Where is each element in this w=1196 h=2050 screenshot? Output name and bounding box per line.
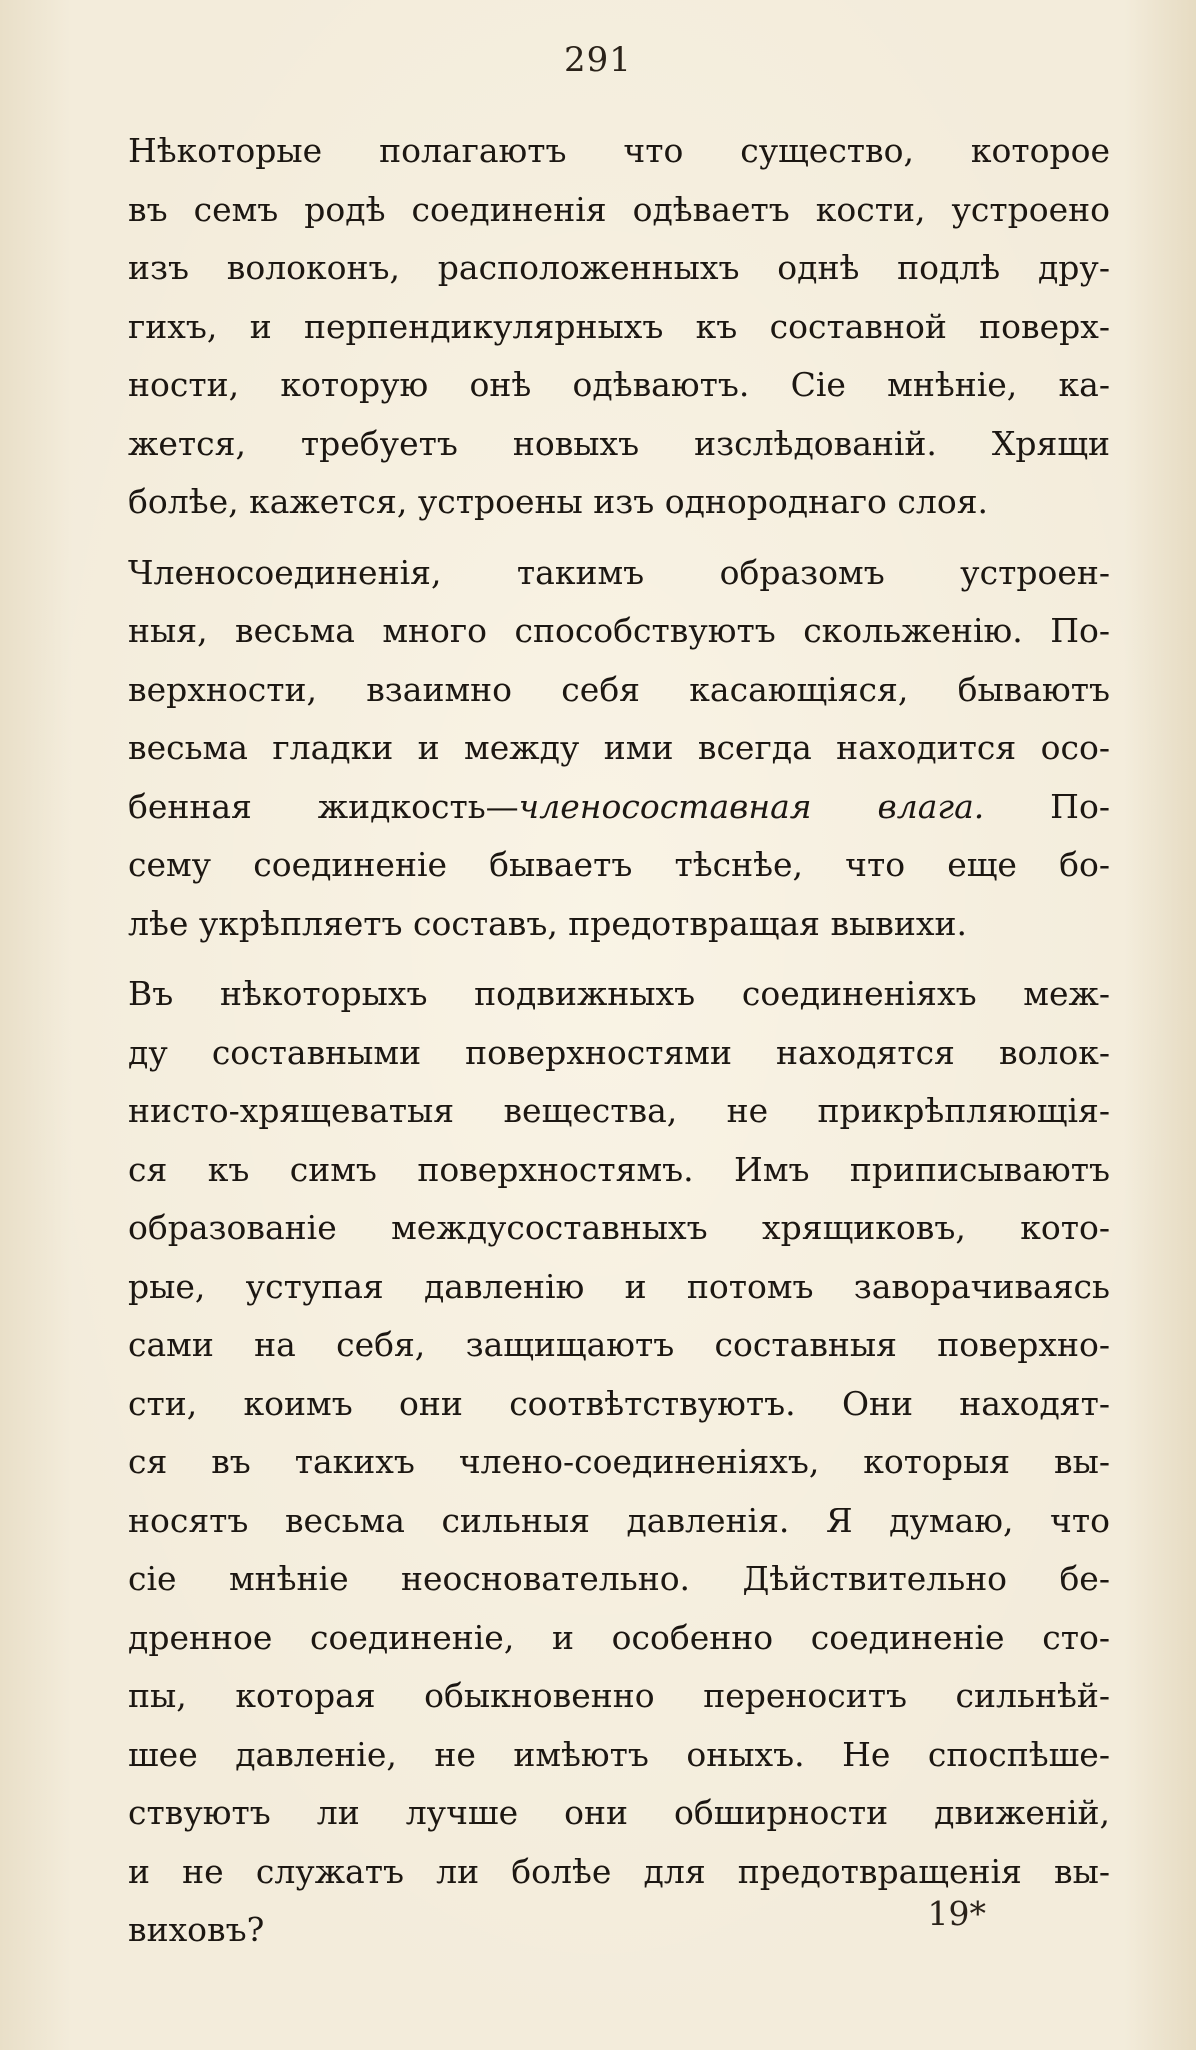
text-line: ся къ симъ поверхностямъ. Имъ приписываютъ	[128, 1149, 1110, 1189]
text-line: пы, которая обыкновенно переноситъ сильнѣй-	[128, 1676, 1110, 1715]
text-line: сему соединеніе бываетъ тѣснѣе, что еще бо-	[128, 845, 1110, 884]
text-line: ду составными поверхностями находятся волок-	[128, 1032, 1110, 1072]
text-line: носятъ весьма сильныя давленія. Я думаю, что	[128, 1500, 1110, 1540]
text-line: дренное соединеніе, и особенно соединеніе сто-	[128, 1617, 1110, 1657]
body-text	[128, 122, 1110, 1960]
text-line: Нѣкоторые полагаютъ что существо, которое	[128, 131, 1110, 170]
text-line: верхности, взаимно себя касающіяся, бываютъ	[128, 669, 1110, 709]
text-line: изъ волоконъ, расположенныхъ однѣ подлѣ дру-	[128, 248, 1110, 287]
text-line: гихъ, и перпендикулярныхъ къ составной поверх-	[128, 306, 1110, 346]
text-run: бенная жидкость—	[128, 786, 519, 826]
text-line: шее давленіе, не имѣютъ оныхъ. Не споспѣше-	[128, 1734, 1110, 1774]
paragraph-1	[128, 122, 1110, 532]
text-line: виховъ?	[128, 1910, 265, 1949]
italic-term: членосоставная влага.	[518, 786, 985, 826]
text-line: сами на себя, защищаютъ составныя поверхно-	[128, 1325, 1110, 1364]
text-line: и не служатъ ли болѣе для предотвращенія вы-	[128, 1851, 1110, 1891]
text-run: По-	[984, 786, 1110, 826]
text-line: ся въ такихъ члено-соединеніяхъ, которыя вы-	[128, 1442, 1110, 1481]
text-line: жется, требуетъ новыхъ изслѣдованій. Хрящи	[128, 423, 1110, 463]
text-line: болѣе, кажется, устроены изъ однороднаго слоя.	[128, 482, 989, 521]
text-line: сіе мнѣніе неосновательно. Дѣйствительно бе-	[128, 1559, 1110, 1598]
paragraph-2	[128, 544, 1110, 954]
text-line-mixed	[128, 778, 1110, 837]
paragraph-3	[128, 965, 1110, 1960]
text-line: нисто-хрящеватыя вещества, не прикрѣпляющія-	[128, 1091, 1110, 1130]
page-number: 291	[564, 40, 632, 80]
text-line: въ семъ родѣ соединенія одѣваетъ кости, устроено	[128, 189, 1110, 229]
text-line: образованіе междусоставныхъ хрящиковъ, кото-	[128, 1208, 1110, 1247]
text-line: Въ нѣкоторыхъ подвижныхъ соединеніяхъ меж-	[128, 974, 1110, 1013]
text-line: ныя, весьма много способствуютъ скольженію. По-	[128, 611, 1110, 650]
text-line: лѣе укрѣпляетъ составъ, предотвращая вывихи.	[128, 903, 967, 943]
text-line: Членосоединенія, такимъ образомъ устроен-	[128, 552, 1110, 592]
text-line: ности, которую онѣ одѣваютъ. Сіе мнѣніе, ка-	[128, 365, 1110, 404]
text-line: рые, уступая давленію и потомъ заворачиваясь	[128, 1266, 1110, 1306]
text-line: весьма гладки и между ими всегда находится осо-	[128, 728, 1110, 767]
text-line: ствуютъ ли лучше они обширности движеній,	[128, 1793, 1110, 1832]
text-line: сти, коимъ они соотвѣтствуютъ. Они находят-	[128, 1383, 1110, 1423]
printer-signature-mark: 19*	[927, 1894, 986, 1933]
